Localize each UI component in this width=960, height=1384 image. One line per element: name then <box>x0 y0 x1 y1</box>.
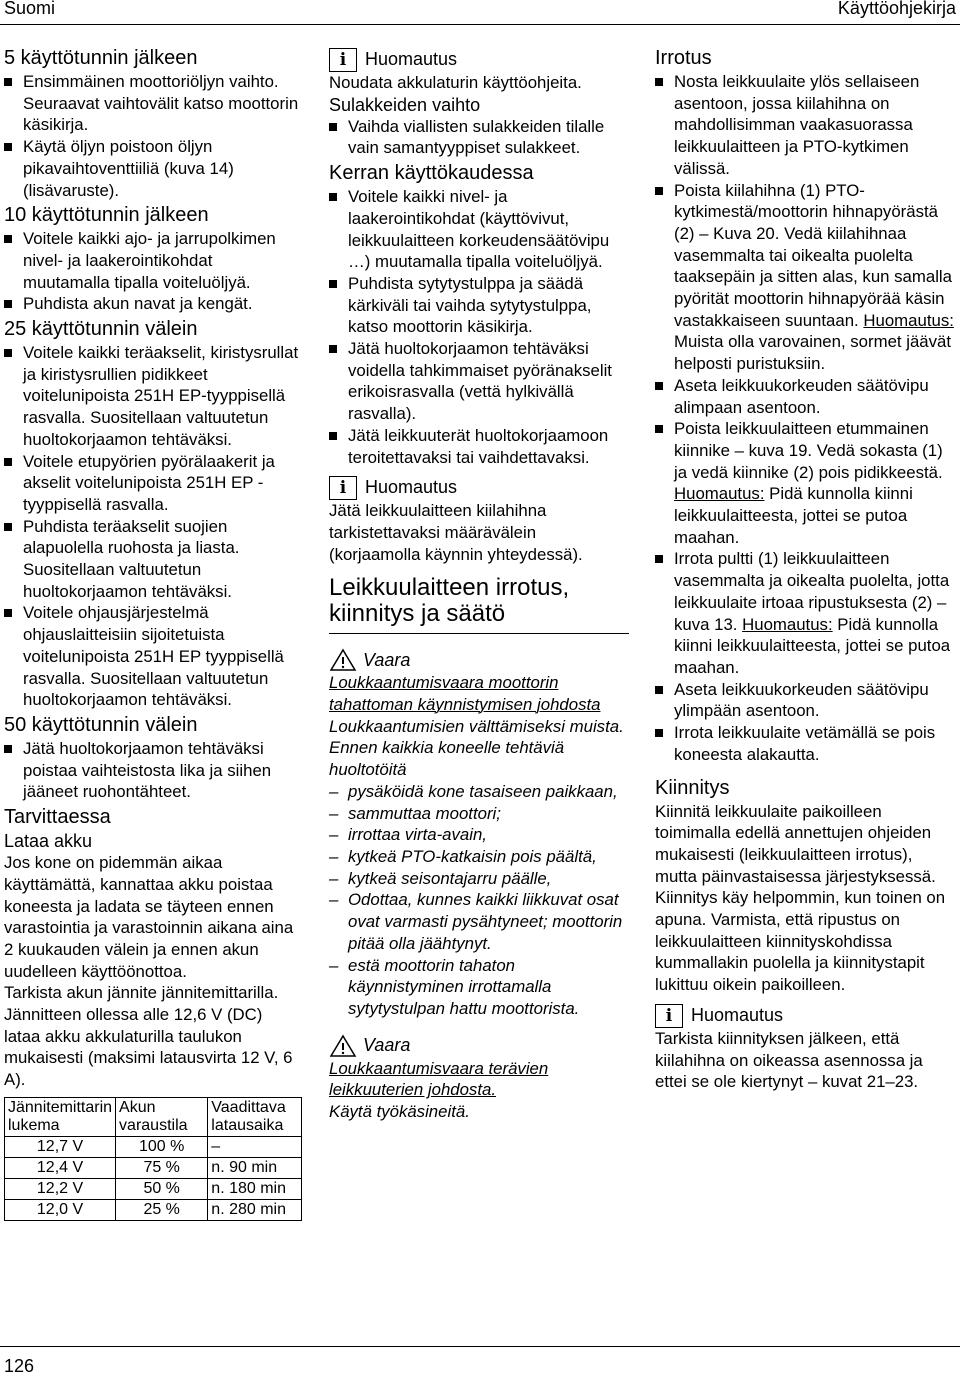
heading-attachment: Kiinnitys <box>655 776 730 799</box>
list-item: Puhdista sytytystulppa ja säädä kärkiväli tai vaihda sytytystulppa, katso moottorin käsikirja. <box>329 273 629 338</box>
table-row <box>5 1157 302 1178</box>
note-1 <box>329 48 629 72</box>
info-icon: i <box>329 48 357 72</box>
note-label: Huomautus: <box>863 310 954 330</box>
warning-text: Käytä työkäsineitä. <box>329 1102 470 1122</box>
table-cell: 100 % <box>116 1136 208 1157</box>
warning-title: Vaara <box>363 649 411 670</box>
heading-as-needed: Tarvittaessa <box>4 806 111 829</box>
list-25h <box>4 342 302 711</box>
warning-title: Vaara <box>363 1034 411 1055</box>
warning-heading: Loukkaantumisvaara terävien leikkuuterien johdosta. <box>329 1058 549 1100</box>
paragraph-attachment: Kiinnitä leikkuulaite paikoilleen toimimalla edellä annettujen ohjeiden mukaisesti (leikkuulaitteen irrotus), mutta päinvastaisessa järjestyksessä. Kiinnitys käy helpommin, kun toinen on apuna. Varmista, että ripustus on leikkuulaitteen kiinnityskohdissa kummallakin puolella ja kiinnitystapit lukittuu oikein paikoilleen. <box>655 801 946 995</box>
table-cell: n. 280 min <box>208 1199 302 1220</box>
list-item: – Odottaa, kunnes kaikki liikkuvat osat ovat varmasti pysähtyneet; moottorin pitää olla jäähtynyt. <box>329 889 629 954</box>
list-50h <box>4 738 302 803</box>
list-item: Jätä leikkuuterät huoltokorjaamoon teroitettavaksi tai vaihdettavaksi. <box>329 425 629 468</box>
list-item: – kytkeä seisontajarru päälle, <box>329 868 629 890</box>
warning-text: Loukkaantumisien välttämiseksi muista. Ennen kaikkia koneelle tehtäviä huoltotöitä <box>329 716 624 780</box>
list-item: Irrota leikkuulaite vetämällä se pois koneesta alakautta. <box>655 722 955 765</box>
list-item <box>655 548 955 678</box>
table-row <box>5 1178 302 1199</box>
table-header-cell: Akun varaustila <box>116 1097 208 1136</box>
note-text: Noudata akkulaturin käyttöohjeita. <box>329 73 582 92</box>
note-text: Pidä kunnolla kiinni leikkuulaitteesta, jottei se putoa maahan. <box>674 614 951 677</box>
table-header-cell: Vaadittava latausaika <box>208 1097 302 1136</box>
heading-fuses: Sulakkeiden vaihto <box>329 94 481 115</box>
note-title: Huomautus <box>365 49 458 70</box>
table-cell: n. 90 min <box>208 1157 302 1178</box>
list-item: Puhdista teräakselit suojien alapuolella ruohosta ja liasta. Suositellaan valtuutetun huoltokorjaamon tehtäväksi. <box>4 516 302 603</box>
list-item: Puhdista akun navat ja kengät. <box>4 293 302 315</box>
heading-5h: 5 käyttötunnin jälkeen <box>4 47 198 69</box>
table-row <box>5 1199 302 1220</box>
list-item: Aseta leikkuukorkeuden säätövipu ylimpään asentoon. <box>655 679 955 722</box>
heading-once-season: Kerran käyttökaudessa <box>329 162 534 185</box>
table-cell: 12,7 V <box>5 1136 116 1157</box>
heading-removal: Irrotus <box>655 47 712 69</box>
column-2 <box>329 44 629 1123</box>
heading-10h: 10 käyttötunnin jälkeen <box>4 204 209 227</box>
table-cell: 25 % <box>116 1199 208 1220</box>
table-cell: 12,4 V <box>5 1157 116 1178</box>
list-item: Nosta leikkuulaite ylös sellaiseen asentoon, jossa kiilahihna on mahdollisimman vaakasuorassa leikkuulaitteen ja PTO-kytkimen välissä. <box>655 71 955 180</box>
battery-charge-table <box>4 1097 302 1221</box>
paragraph-battery-storage: Jos kone on pidemmän aikaa käyttämättä, kannattaa akku poistaa koneesta ja ladata se täyteen ennen varastointia ja varastoinnin aikana aina 2 kuukauden välein ja ennen akun uudelleen käyttöönottoa. <box>4 853 294 981</box>
note-title: Huomautus <box>365 477 458 498</box>
table-row <box>5 1136 302 1157</box>
column-3 <box>655 44 955 1093</box>
list-item-text: Poista leikkuulaitteen etummainen kiinnike – kuva 19. Vedä sokasta (1) ja vedä kiinnike (2) pois pidikkeestä. <box>674 419 943 482</box>
heading-charge-battery: Lataa akku <box>4 831 93 852</box>
note-2 <box>329 476 629 500</box>
info-icon: i <box>655 1004 683 1028</box>
table-header-cell: Jännitemittarin lukema <box>5 1097 116 1136</box>
table-cell: – <box>208 1136 302 1157</box>
footer-divider <box>0 1346 960 1347</box>
list-item: Käytä öljyn poistoon öljyn pikavaihtoventtiiliä (kuva 14) (lisävaruste). <box>4 136 302 201</box>
note-label: Huomautus: <box>742 614 833 634</box>
note-3 <box>655 1004 955 1028</box>
paragraph-battery-check: Tarkista akun jännite jännitemittarilla. Jännitteen ollessa alle 12,6 V (DC) lataa akku akkulaturilla taulukon mukaisesti (maksimi latausvirta 12 V, 6 A). <box>4 983 293 1090</box>
table-cell: 12,0 V <box>5 1199 116 1220</box>
list-once-season <box>329 186 629 468</box>
list-item: – estä moottorin tahaton käynnistyminen irrottamalla sytytystulpan hattu moottorista. <box>329 955 629 1020</box>
table-cell: 12,2 V <box>5 1178 116 1199</box>
heading-50h: 50 käyttötunnin välein <box>4 713 198 736</box>
list-item: – kytkeä PTO-katkaisin pois päältä, <box>329 846 629 868</box>
list-item: Voitele etupyörien pyörälaakerit ja akselit voitelunipoista 251H EP -tyyppisellä rasvalla. <box>4 451 302 516</box>
note-text: Muista olla varovainen, sormet jäävät helposti puristuksiin. <box>674 332 952 374</box>
column-1 <box>4 44 302 1221</box>
note-text: Tarkista kiinnityksen jälkeen, että kiilahihna on oikeassa asennossa ja ettei se ole kiertynyt – kuvat 21–23. <box>655 1028 923 1092</box>
warning-icon <box>329 648 357 672</box>
list-fuses <box>329 116 629 159</box>
info-icon: i <box>329 476 357 500</box>
list-item: Voitele ohjausjärjestelmä ohjauslaitteisiin sijoitetuista voitelunipoista 251H EP tyyppisellä rasvalla. Suositellaan valtuutetun huoltokorjaamon tehtäväksi. <box>4 602 302 711</box>
list-item: – sammuttaa moottori; <box>329 803 629 825</box>
list-item: Voitele kaikki teräakselit, kiristysrullat ja kiristysrullien pidikkeet voitelunipoista 251H EP-tyyppisellä rasvalla. Suositellaan valtuutetun huoltokorjaamon tehtäväksi. <box>4 342 302 451</box>
list-item: Vaihda viallisten sulakkeiden tilalle vain samantyyppiset sulakkeet. <box>329 116 629 159</box>
warning-heading: Loukkaantumisvaara moottorin tahattoman käynnistymisen johdosta <box>329 673 601 715</box>
list-item <box>655 180 955 375</box>
list-item: Ensimmäinen moottoriöljyn vaihto. Seuraavat vaihtovälit katso moottorin käsikirja. <box>4 71 302 136</box>
header-language: Suomi <box>4 0 56 18</box>
table-cell: 75 % <box>116 1157 208 1178</box>
list-removal <box>655 71 955 766</box>
list-item-text: Irrota pultti (1) leikkuulaitteen vasemmalta ja oikealta puolelta, jotta leikkuulaite irtoaa ripustuksesta (2) – kuva 13. <box>674 549 950 634</box>
heading-25h: 25 käyttötunnin välein <box>4 318 198 341</box>
section-title: Leikkuulaitteen irrotus, kiinnitys ja säätö <box>329 575 629 634</box>
note-title: Huomautus <box>691 1004 784 1025</box>
list-item: – pysäköidä kone tasaiseen paikkaan, <box>329 781 629 803</box>
note-text: Pidä kunnolla kiinni leikkuulaitteesta, jottei se putoa maahan. <box>674 484 913 547</box>
list-item: – irrottaa virta-avain, <box>329 824 629 846</box>
list-10h <box>4 228 302 315</box>
page-number: 126 <box>4 1356 35 1376</box>
list-5h <box>4 71 302 201</box>
list-item <box>655 418 955 548</box>
warning-icon <box>329 1034 357 1058</box>
note-label: Huomautus: <box>674 484 765 504</box>
list-item-text: Poista kiilahihna (1) PTO-kytkimestä/moottorin hihnapyörästä (2) – Kuva 20. Vedä kiilahihnaa vasemmalta tai oikealta puolelta taaksepäin ja sitten alas, kun samalla pyörität moottorin hihnapyörää käsin vastakkaiseen suuntaan. <box>674 180 952 330</box>
table-cell: n. 180 min <box>208 1178 302 1199</box>
note-text: Jätä leikkuulaitteen kiilahihna tarkistettavaksi määrävälein (korjaamolla käynnin yhteydessä). <box>329 501 583 564</box>
page-header <box>0 0 960 25</box>
list-item: Aseta leikkuukorkeuden säätövipu alimpaan asentoon. <box>655 375 955 418</box>
header-doc-title: Käyttöohjekirja <box>837 0 956 18</box>
list-item: Voitele kaikki nivel- ja laakerointikohdat (käyttövivut, leikkuulaitteen korkeudensäätövipu …) muutamalla tipalla voiteluöljyä. <box>329 186 629 273</box>
warning-2 <box>329 1034 629 1058</box>
list-item: Jätä huoltokorjaamon tehtäväksi poistaa vaihteistosta lika ja siihen jääneet ruohontähteet. <box>4 738 302 803</box>
table-cell: 50 % <box>116 1178 208 1199</box>
table-header-row <box>5 1097 302 1136</box>
warning-steps <box>329 781 629 1020</box>
list-item: Voitele kaikki ajo- ja jarrupolkimen nivel- ja laakerointikohdat muutamalla tipalla voiteluöljyä. <box>4 228 302 293</box>
warning-1 <box>329 648 629 672</box>
list-item: Jätä huoltokorjaamon tehtäväksi voidella tahkimmaiset pyöränakselit erikoisrasvalla (vettä hylkivällä rasvalla). <box>329 338 629 425</box>
